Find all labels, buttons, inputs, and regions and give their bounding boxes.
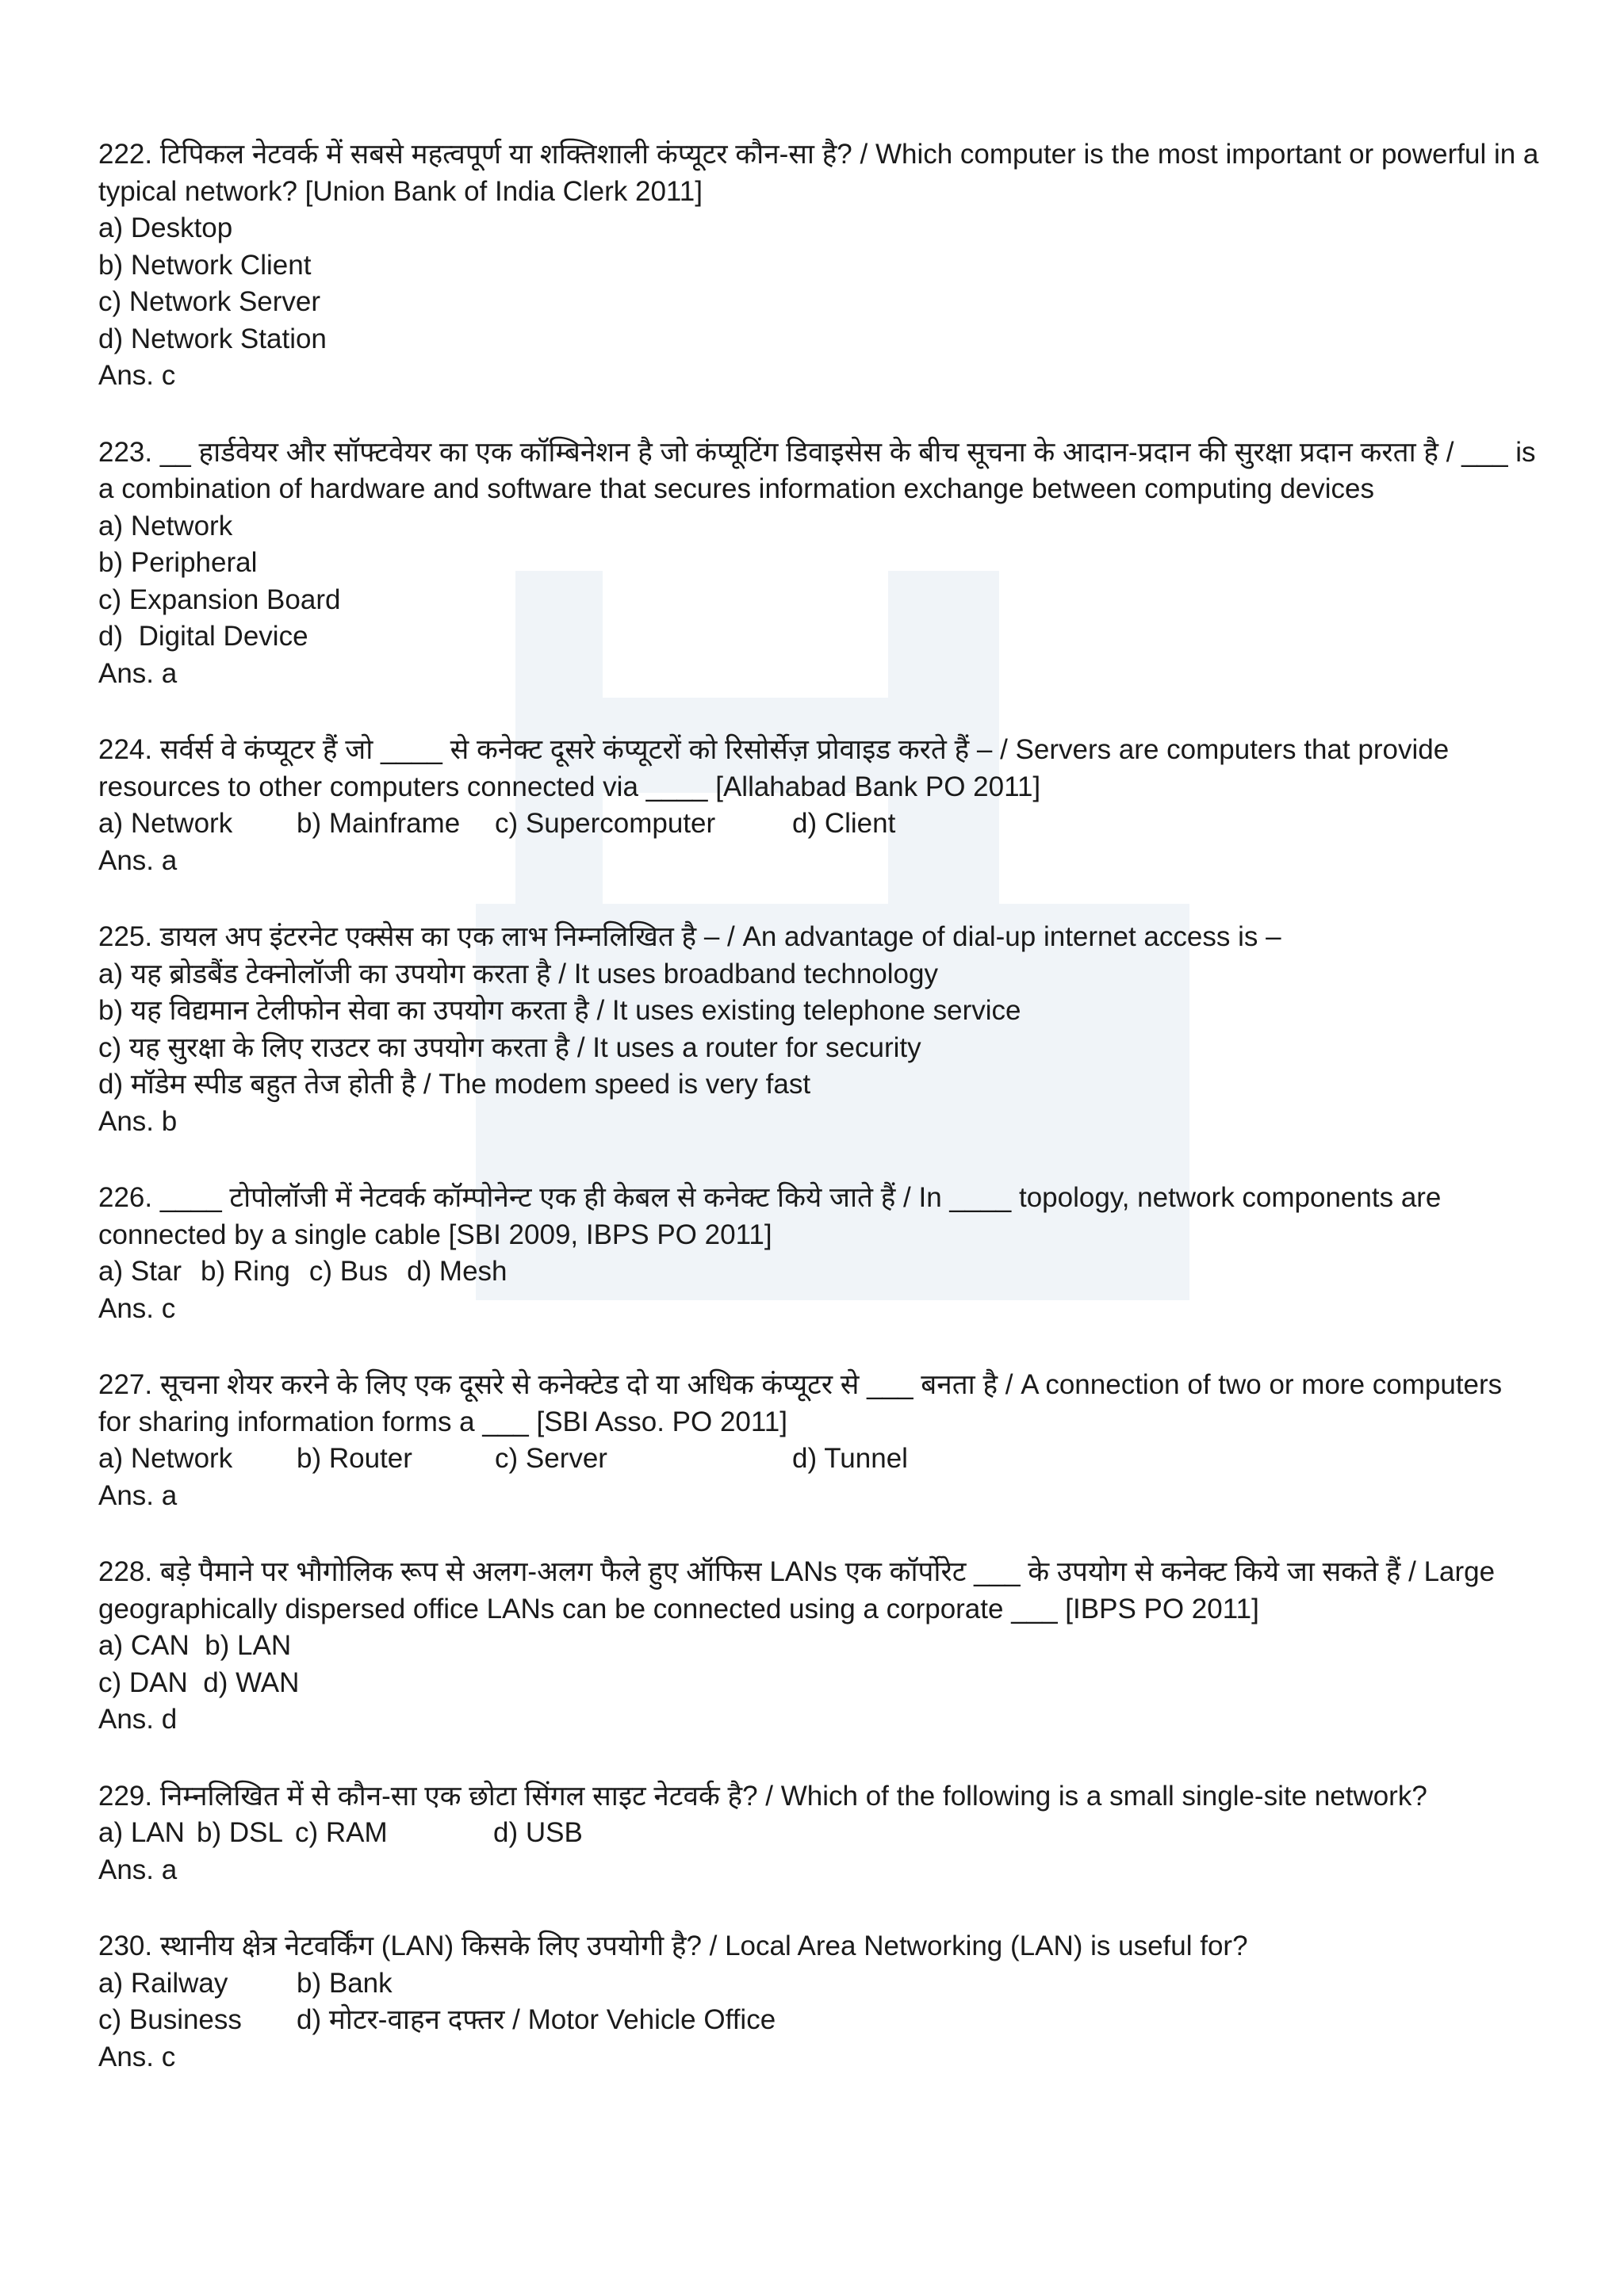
question-text: 222. टिपिकल नेटवर्क में सबसे महत्वपूर्ण या शक्तिशाली कंप्यूटर कौन-सा है? / Which computer is the most important or powerful in a typical network? [Union Bank of India Clerk 2011] <box>98 139 1547 207</box>
answer: Ans. c <box>98 360 176 391</box>
answer: Ans. a <box>98 1479 178 1511</box>
option-b: b) DSL <box>197 1817 283 1848</box>
question-text: 223. __ हार्डवेयर और सॉफ्टवेयर का एक कॉम्बिनेशन है जो कंप्यूटिंग डिवाइसेस के बीच सूचना के आदान-प्रदान की सुरक्षा प्रदान करता है / ___ is a combination of hardware and software that secures information exchange between computing devices <box>98 436 1544 504</box>
options-row <box>98 1253 1542 1291</box>
option-d: d) Mesh <box>407 1256 508 1287</box>
option-a: a) Network <box>98 510 233 541</box>
question-text: 230. स्थानीय क्षेत्र नेटवर्किंग (LAN) किसके लिए उपयोगी है? / Local Area Networking (LAN) is useful for? <box>98 1931 1248 1961</box>
question-229 <box>98 1778 1542 1889</box>
question-sheet <box>98 136 1547 2115</box>
question-text: 225. डायल अप इंटरनेट एक्सेस का एक लाभ निम्नलिखित है – / An advantage of dial-up internet access is – <box>98 921 1281 952</box>
option-a: a) Desktop <box>98 212 233 243</box>
option-d: d) मोटर-वाहन दफ्तर / Motor Vehicle Office <box>297 2004 776 2035</box>
options-line-1: a) CAN b) LAN <box>98 1630 292 1661</box>
option-b: b) Ring <box>201 1256 290 1287</box>
answer: Ans. d <box>98 1704 178 1735</box>
option-a: a) LAN <box>98 1817 185 1848</box>
answer: Ans. a <box>98 844 178 876</box>
question-text: 224. सर्वर्स वे कंप्यूटर हैं जो ____ से कनेक्ट दूसरे कंप्यूटरों को रिसोर्सेज़ प्रोवाइड करते हैं – / Servers are computers that provide resources to other computers connected via ____ [Allahabad Bank PO 2011] <box>98 734 1457 802</box>
option-d: d) USB <box>493 1817 583 1848</box>
question-224 <box>98 732 1542 879</box>
options-row-2 <box>98 2002 1542 2039</box>
options-row <box>98 1441 1542 1478</box>
option-b: b) Router <box>297 1443 412 1474</box>
option-a: a) यह ब्रोडबैंड टेक्नोलॉजी का उपयोग करता है / It uses broadband technology <box>98 958 938 989</box>
question-text: 228. बड़े पैमाने पर भौगोलिक रूप से अलग-अलग फैले हुए ऑफिस LANs एक कॉर्पोरेट ___ के उपयोग से कनेक्ट किये जा सकते हैं / Large geographically dispersed office LANs can be connected using a corporate ___ [IBPS PO 2011] <box>98 1556 1503 1624</box>
option-d: d) Tunnel <box>792 1443 908 1474</box>
options-row-1 <box>98 1965 1542 2003</box>
question-text: 226. ____ टोपोलॉजी में नेटवर्क कॉम्पोनेन्ट एक ही केबल से कनेक्ट किये जाते हैं / In ____ topology, network components are connected by a single cable [SBI 2009, IBPS PO 2011] <box>98 1182 1450 1250</box>
option-c: c) Expansion Board <box>98 584 341 615</box>
question-230 <box>98 1928 1542 2076</box>
option-c: c) RAM <box>295 1817 388 1848</box>
answer: Ans. a <box>98 657 178 689</box>
question-226 <box>98 1180 1542 1327</box>
option-a: a) Network <box>98 1443 233 1474</box>
options-row <box>98 1815 1542 1852</box>
option-b: b) Network Client <box>98 249 312 281</box>
option-b: b) Peripheral <box>98 547 258 578</box>
options-line-2: c) DAN d) WAN <box>98 1667 300 1698</box>
option-d: d) मॉडेम स्पीड बहुत तेज होती है / The modem speed is very fast <box>98 1069 811 1100</box>
option-a: a) Network <box>98 808 233 839</box>
option-b: b) Mainframe <box>297 808 461 839</box>
option-b: b) यह विद्यमान टेलीफोन सेवा का उपयोग करता है / It uses existing telephone service <box>98 995 1021 1026</box>
option-a: a) Railway <box>98 1967 228 1999</box>
answer: Ans. a <box>98 1854 178 1885</box>
question-223 <box>98 434 1542 693</box>
option-c: c) Supercomputer <box>495 808 716 839</box>
option-b: b) Bank <box>297 1967 393 1999</box>
options-row <box>98 806 1542 843</box>
option-d: d) Digital Device <box>98 621 308 652</box>
answer: Ans. b <box>98 1105 178 1137</box>
option-c: c) Network Server <box>98 286 321 317</box>
answer: Ans. c <box>98 2041 176 2072</box>
question-225 <box>98 919 1542 1140</box>
question-text: 229. निम्नलिखित में से कौन-सा एक छोटा सिंगल साइट नेटवर्क है? / Which of the following is a small single-site network? <box>98 1780 1427 1812</box>
option-d: d) Network Station <box>98 323 327 354</box>
question-text: 227. सूचना शेयर करने के लिए एक दूसरे से कनेक्टेड दो या अधिक कंप्यूटर से ___ बनता है / A connection of two or more computers for sharing information forms a ___ [SBI Asso. PO 2011] <box>98 1369 1510 1437</box>
option-c: c) Bus <box>308 1256 389 1287</box>
option-d: d) Client <box>792 808 896 839</box>
option-c: c) यह सुरक्षा के लिए राउटर का उपयोग करता है / It uses a router for security <box>98 1031 921 1063</box>
question-228 <box>98 1554 1542 1739</box>
option-c: c) Server <box>495 1443 607 1474</box>
question-222 <box>98 136 1547 395</box>
answer: Ans. c <box>98 1292 176 1324</box>
option-c: c) Business <box>98 2004 242 2035</box>
question-227 <box>98 1367 1542 1514</box>
option-a: a) Star <box>98 1256 182 1287</box>
